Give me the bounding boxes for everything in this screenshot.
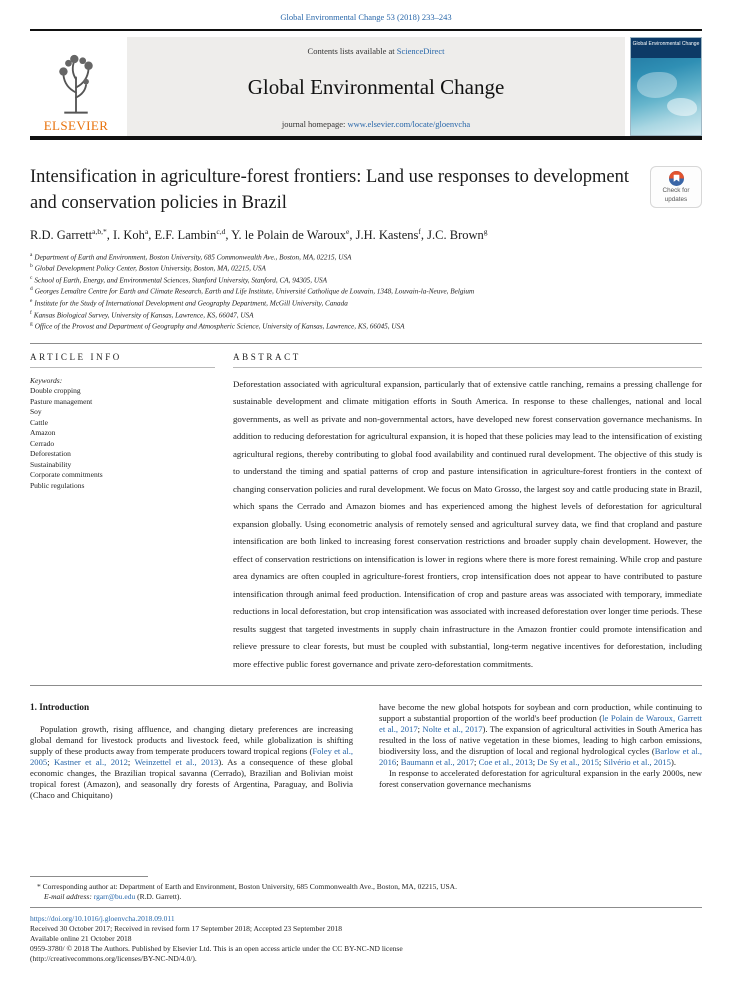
license-line: (http://creativecommons.org/licenses/BY-NC-ND/4.0/). — [30, 954, 197, 964]
crossmark-icon — [669, 171, 684, 186]
journal-citation-link[interactable]: Global Environmental Change 53 (2018) 233–243 — [280, 12, 452, 22]
intro-paragraph-2 — [379, 768, 702, 790]
author-name: J.C. Brown — [427, 227, 484, 242]
citation-link[interactable]: Barlow et al., 2016 — [379, 745, 703, 767]
available-online: Available online 21 October 2018 — [30, 934, 132, 944]
section-heading-introduction: 1. Introduction — [30, 702, 90, 713]
article-title: Intensification in agriculture-forest frontiers: Land use responses to development and conservation policies in Brazil — [30, 167, 630, 214]
text-segment: ; — [598, 756, 604, 767]
author — [231, 228, 355, 242]
journal-cover-title: Global Environmental Change — [631, 38, 701, 58]
email-label: E-mail address: — [44, 891, 94, 901]
keyword-item: Pasture management — [30, 396, 93, 406]
text-segment: ; — [47, 756, 55, 767]
divider-header-bottom — [30, 136, 702, 140]
author-name: R.D. Garrett — [30, 227, 93, 242]
sciencedirect-link[interactable]: ScienceDirect — [396, 46, 445, 56]
keyword-item: Soy — [30, 407, 42, 417]
contents-line — [308, 46, 445, 56]
author-affil-sup: a — [144, 226, 149, 236]
divider — [30, 685, 702, 686]
text-segment: ; — [474, 756, 479, 767]
copyright-line: 0959-3780/ © 2018 The Authors. Published by Elsevier Ltd. This is an open access article under the CC BY-NC-ND license — [30, 944, 403, 954]
email-line — [30, 892, 702, 902]
keyword-item: Cerrado — [30, 438, 55, 448]
affiliation-list — [30, 251, 702, 332]
affiliation: $^g$ Office of the Provost and Department of Geography and Atmospheric Science, University of Kansas, Lawrence, KS, 66045, USA — [30, 321, 405, 331]
article-info-heading: ARTICLE INFO — [30, 351, 122, 362]
citation-link[interactable]: De Sy et al., 2015 — [537, 756, 599, 767]
article-info-column — [30, 352, 215, 674]
cover-art-shape — [637, 72, 677, 98]
text-segment: have become the new global hotspots for soybean and corn production, while continuing to support a substantial proportion of the world's beef production ( — [379, 702, 702, 724]
citation-link[interactable]: Foley et al., 2005 — [30, 746, 353, 767]
author-list — [30, 227, 702, 243]
contents-prefix: Contents lists available at — [307, 46, 397, 56]
article-info-abstract-section — [30, 344, 702, 686]
journal-masthead — [30, 37, 702, 136]
author-name: Y. le Polain de Waroux — [231, 227, 346, 242]
keyword-item: Sustainability — [30, 459, 72, 469]
body-column-left — [30, 702, 353, 800]
divider — [233, 367, 702, 368]
author-affil-sup: c,d — [216, 226, 226, 236]
author-affil-sup: g — [483, 226, 488, 236]
text-segment: ). — [670, 756, 676, 767]
keyword-item: Double cropping — [30, 386, 81, 396]
citation-link[interactable]: le Polain de Waroux, Garrett et al., 2017 — [379, 713, 703, 735]
author-name: J.H. Kastens — [355, 227, 419, 242]
elsevier-tree-icon — [49, 54, 103, 116]
footnote-rule — [30, 876, 148, 877]
text-segment: ; — [396, 756, 401, 767]
check-badge-label-line1: Check for — [662, 186, 690, 194]
check-for-updates-badge[interactable] — [650, 166, 702, 208]
keywords-label: Keywords: — [30, 375, 63, 385]
author — [30, 228, 113, 242]
keyword-item: Public regulations — [30, 480, 85, 490]
keyword-item: Amazon — [30, 428, 56, 438]
author-separator: , — [148, 227, 155, 242]
citation-link[interactable]: Nolte et al., 2017 — [422, 724, 483, 735]
body-column-right — [379, 702, 702, 800]
affiliation: $^c$ School of Earth, Energy, and Environmental Sciences, Stanford University, Stanford, CA, 94305, USA — [30, 274, 327, 285]
abstract-text: Deforestation associated with agricultural expansion, particularly that of extensive cattle ranching, remains a pressing challenge for sustainable development and climate mitigation efforts in South America. In response to these challenges, national and local governments, as well as private and non-governmental actors, have developed new forest conservation governance mechanisms. In addition to reducing deforestation for agricultural expansion, it is hoped that these policies may lead to the intensification of existing agricultural regions, thereby contributing to global food availability and continued rural development. The objective of this study is to understand the timing and spatial patterns of crop and pasture intensification in agriculture-forest frontiers in the context of changing conservation policies and rural development. We focus on Mato Grosso, the largest soy and cattle producing state in Brazil, which spans the Cerrado and Amazon biomes and has experienced among the highest levels of deforestation for agricultural expansion globally. Using econometric analysis of remotely sensed and agricultural survey data, we find that cropland and pasture intensification are both linked to increasing forest conservation restrictions and broader supply chain development. However, the effect of conservation restrictions on intensification is lower in regions where there is more forest remaining. While crop and pasture area dynamics are often coupled in agriculture-forest frontiers, crop intensification does not appear to have contributed to pasture intensification through animal feed production. Intensification of crop and pasture areas was associated with temporary, immediate reductions in local deforestation, but crop intensification was associated with increased deforestation over longer time periods. These results suggest that targeted investments in supply chain infrastructure in the Amazon frontier could promote intensification and relieve pressure to clear forests, but must be coupled with substantial, long-term negative incentives for deforestation, including more effective public forest governance and private zero-deforestation commitments. — [233, 378, 702, 669]
journal-citation — [30, 12, 702, 22]
check-badge-label-line2: updates — [664, 195, 688, 203]
received-dates: Received 30 October 2017; Received in revised form 17 September 2018; Accepted 23 September 2018 — [30, 924, 342, 934]
homepage-prefix: journal homepage: — [281, 119, 348, 129]
keyword-list — [30, 386, 215, 491]
author-name: I. Koh — [112, 227, 145, 242]
author — [113, 228, 155, 242]
keyword-item: Deforestation — [30, 449, 71, 459]
elsevier-logo-text: ELSEVIER — [43, 118, 109, 133]
journal-cover-thumbnail — [630, 37, 702, 136]
journal-title: Global Environmental Change — [247, 75, 505, 99]
elsevier-logo — [30, 37, 122, 136]
intro-paragraph-1-continued — [379, 702, 702, 767]
keyword-item: Corporate commitments — [30, 470, 103, 480]
abstract-heading: ABSTRACT — [233, 351, 301, 362]
text-segment: ; — [127, 756, 135, 767]
affiliation: $^f$ Kansas Biological Survey, University of Kansas, Lawrence, KS, 66047, USA — [30, 309, 254, 320]
author-affil-sup: f — [418, 226, 421, 236]
cover-art-shape — [667, 98, 697, 116]
masthead-center-panel — [127, 37, 625, 136]
citation-link[interactable]: Coe et al., 2013 — [478, 756, 533, 767]
affiliation: $^d$ Georges Lemaître Centre for Earth and Climate Research, Earth and Life Institute, Université Catholique de Louvain, 1348, Louvain-la-Neuve, Belgium — [30, 286, 475, 296]
doi-link[interactable]: https://doi.org/10.1016/j.gloenvcha.2018.09.011 — [30, 914, 175, 924]
author — [427, 228, 487, 242]
text-segment: Population growth, rising affluence, and changing dietary preferences are increasing global demand for livestock products and livestock feed, while globalization is shifting supply of these products away from temperate producers toward tropical regions ( — [30, 724, 353, 757]
email-suffix: (R.D. Garrett). — [135, 891, 182, 901]
body-text — [30, 702, 702, 800]
journal-homepage-link[interactable]: www.elsevier.com/locate/gloenvcha — [347, 119, 471, 129]
affiliation: $^a$ Department of Earth and Environment, Boston University, 685 Commonwealth Ave., Boston, MA, 02215, USA — [30, 251, 352, 262]
affiliation: $^b$ Global Development Policy Center, Boston University, Boston, MA, 02215, USA — [30, 263, 266, 273]
divider — [30, 367, 215, 368]
first-page-footer — [30, 876, 702, 964]
author — [155, 228, 232, 242]
abstract-column — [233, 352, 702, 674]
text-segment: ). The expansion of agricultural activities in South America has resulted in the loss of native vegetation in these biomes, leading to high carbon emissions, biodiversity loss, and the disruption of local and regional hydrological cycles ( — [379, 724, 702, 756]
affiliation: $^e$ Institute for the Study of International Development and Geography Department, McGill University, Canada — [30, 298, 348, 308]
intro-paragraph-1 — [30, 724, 353, 800]
email-link[interactable]: rgarr@bu.edu — [93, 891, 136, 901]
homepage-line — [282, 119, 470, 129]
citation-link[interactable]: Baumann et al., 2017 — [400, 756, 475, 767]
author-name: E.F. Lambin — [154, 227, 217, 242]
citation-link[interactable]: Silvério et al., 2015 — [603, 756, 671, 767]
author-separator: , — [225, 227, 232, 242]
doi-line — [30, 914, 702, 924]
citation-link[interactable]: Kastner et al., 2012 — [54, 756, 128, 767]
text-segment: ). As a consequence of these global economic changes, the Brazilian tropical savanna (Cerrado), Brazilian and Bolivian moist tropical forest (Amazon), and seasonally dry forests of Argentina, Paraguay, and Bolivia (Chaco and Chiquitano) — [30, 756, 353, 800]
author-affil-sup: e — [345, 226, 350, 236]
author-separator: , — [349, 227, 356, 242]
text-segment: In response to accelerated deforestation for agricultural expansion in the early 2000s, new forest conservation governance mechanisms — [379, 767, 702, 789]
author — [356, 228, 428, 242]
citation-link[interactable]: Weinzettel et al., 2013 — [134, 756, 219, 767]
text-segment: ; — [532, 756, 538, 767]
text-segment: ; — [417, 724, 423, 735]
divider-top — [30, 29, 702, 31]
keyword-item: Cattle — [30, 417, 48, 427]
corresponding-author-note: * Corresponding author at: Department of Earth and Environment, Boston University, 685 Commonwealth Ave., Boston, MA, 02215, USA. — [37, 881, 457, 891]
divider — [30, 907, 702, 908]
title-row — [30, 164, 702, 217]
author-affil-sup: a,b,* — [92, 226, 107, 236]
author-separator: , — [420, 227, 428, 242]
author-separator: , — [106, 227, 113, 242]
